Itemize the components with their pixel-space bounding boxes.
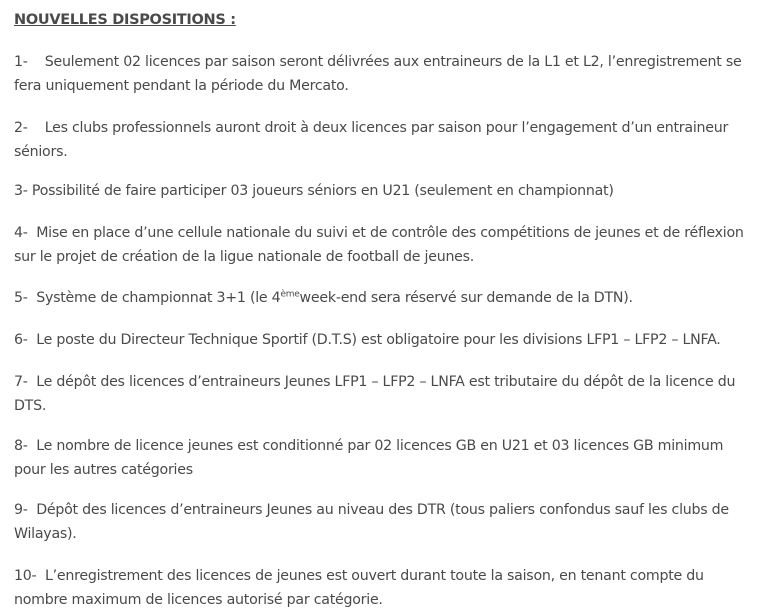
- item-number: 7-: [14, 374, 28, 390]
- item-text: Le poste du Directeur Technique Sportif (D.T.S) est obligatoire pour les divisions LFP1 – LFP2 – LNFA.: [36, 332, 721, 348]
- item-text: Mise en place d’une cellule nationale du suivi et de contrôle des compétitions de jeunes et de réflexion sur le projet de création de la ligue nationale de football de jeunes.: [14, 225, 744, 265]
- list-item-3: [14, 179, 756, 203]
- list-item-1: [14, 50, 756, 98]
- list-item-4: [14, 221, 756, 269]
- item-text: L’enregistrement des licences de jeunes est ouvert durant toute la saison, en tenant compte du nombre maximum de licences autorisé par catégorie.: [14, 568, 704, 608]
- item-number: 3-: [14, 183, 28, 199]
- list-item-7: [14, 370, 756, 418]
- item-text: Dépôt des licences d’entraineurs Jeunes au niveau des DTR (tous paliers confondus sauf les clubs de Wilayas).: [14, 502, 729, 542]
- list-item-2: [14, 116, 756, 164]
- document: [14, 10, 756, 608]
- item-number: 8-: [14, 438, 28, 454]
- item-number: 1-: [14, 54, 28, 70]
- item-number: 5-: [14, 290, 28, 306]
- section-heading: NOUVELLES DISPOSITIONS :: [14, 12, 236, 28]
- item-number: 2-: [14, 120, 28, 136]
- item-number: 6-: [14, 332, 28, 348]
- item-number: 9-: [14, 502, 28, 518]
- list-item-8: [14, 434, 756, 482]
- item-text: Le dépôt des licences d’entraineurs Jeunes LFP1 – LFP2 – LNFA est tributaire du dépôt de la licence du DTS.: [14, 374, 736, 414]
- list-item-5: [14, 286, 756, 310]
- item-number: 10-: [14, 568, 37, 584]
- list-item-6: [14, 328, 756, 352]
- item-text: Possibilité de faire participer 03 joueurs séniors en U21 (seulement en championnat): [31, 183, 614, 199]
- item-text-before: Système de championnat 3+1 (le 4: [36, 290, 281, 306]
- list-item-9: [14, 498, 756, 546]
- list-item-10: [14, 564, 756, 612]
- item-text: Le nombre de licence jeunes est conditionné par 02 licences GB en U21 et 03 licences GB minimum pour les autres catégories: [14, 438, 724, 478]
- item-number: 4-: [14, 225, 28, 241]
- item-text-after: week-end sera réservé sur demande de la DTN).: [299, 290, 633, 306]
- item-text: Les clubs professionnels auront droit à deux licences par saison pour l’engagement d’un entraineur séniors.: [14, 120, 729, 160]
- superscript: ème: [280, 289, 300, 300]
- item-text: Seulement 02 licences par saison seront délivrées aux entraineurs de la L1 et L2, l’enregistrement se fera uniquement pendant la période du Mercato.: [14, 54, 742, 94]
